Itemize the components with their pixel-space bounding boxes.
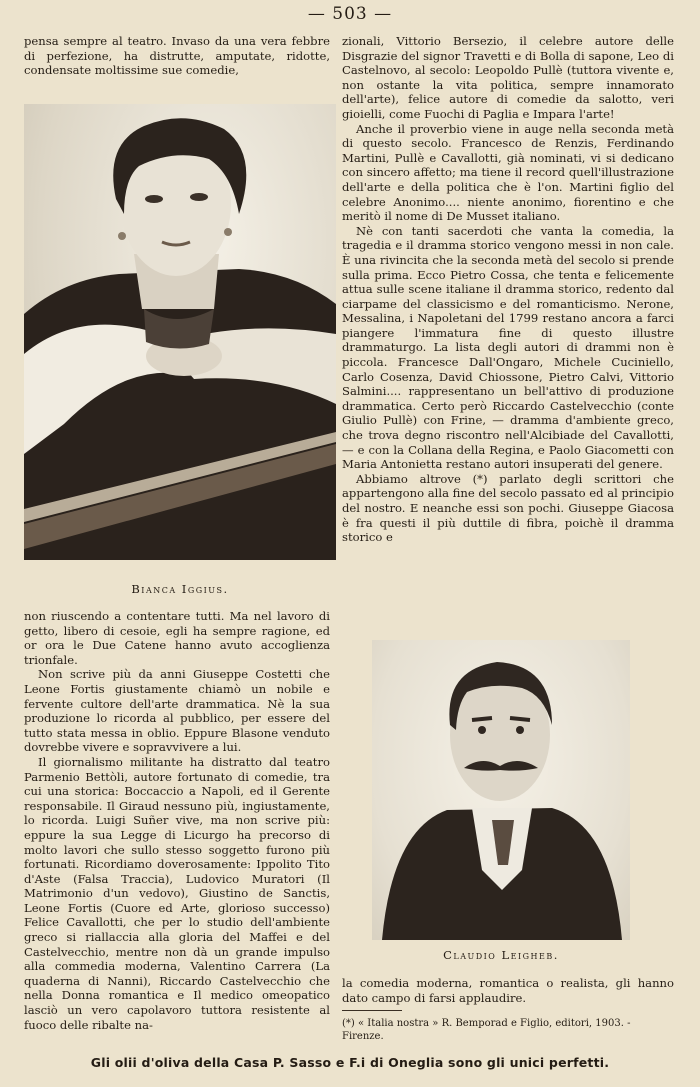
caption-bianca-iggius: Bianca Iggius.: [131, 582, 229, 596]
left-column-bottom: [24, 609, 330, 1032]
caption-claudio-leigheb: Claudio Leigheb.: [443, 948, 559, 962]
paragraph: zionali, Vittorio Bersezio, il celebre autore delle Disgrazie del signor Travetti e di Bolla di sapone, Leo di Castelnovo, al secolo: Leopoldo Pullè (tuttora vivente e, non ostante la vita politica, sempre innamorato dell'arte), felice autore di comedie da salotto, veri gioielli, come Fuochi di Paglia e Impara l'arte!: [342, 34, 674, 121]
advertisement-line: Gli olii d'oliva della Casa P. Sasso e F.i di Oneglia sono gli unici perfetti.: [90, 1055, 610, 1070]
portrait-bianca-iggius: [24, 104, 336, 560]
portrait-claudio-leigheb: [372, 640, 630, 940]
paragraph: non riuscendo a contentare tutti. Ma nel lavoro di getto, libero di cesoie, egli ha sempre ragione, ed or ora le Due Catene hanno avuto accoglienza trionfale.: [24, 609, 330, 667]
paragraph: pensa sempre al teatro. Invaso da una vera febbre di perfezione, ha distrutte, amputate, ridotte, condensate moltissime sue comedie,: [24, 34, 330, 78]
right-column-bottom: [342, 976, 674, 1005]
paragraph: Anche il proverbio viene in auge nella seconda metà di questo secolo. Francesco de Renzis, Ferdinando Martini, Pullè e Cavallotti, già nominati, vi si dedicano con sincero affetto; ma tiene il record quell'illustrazione dell'arte e della politica che è l'on. Martini figlio del celebre Anonimo.... niente anonimo, fiorentino e che meritò il nome di De Musset italiano.: [342, 121, 674, 224]
footnote-rule: [342, 1010, 402, 1011]
page-number: — 503 —: [307, 4, 393, 24]
paragraph: Abbiamo altrove (*) parlato degli scrittori che appartengono alla fine del secolo passato ed al principio del nostro. E neanche essi son pochi. Giuseppe Giacosa è fra questi il più duttile di fibra, poichè il dramma storico e: [342, 471, 674, 545]
footnote: (*) « Italia nostra » R. Bemporad e Figlio, editori, 1903. - Firenze.: [342, 1018, 631, 1042]
paragraph: Non scrive più da anni Giuseppe Costetti che Leone Fortis giustamente chiamò un nobile e fervente cultore dell'arte drammatica. Nè la sua produzione lo ricorda al pubblico, per essere del tutto stata messa in oblio. Eppure Blasone venduto dovrebbe vivere e sopravvivere a lui.: [24, 667, 330, 755]
paragraph: la comedia moderna, romantica o realista, gli hanno dato campo di farsi applaudire.: [342, 976, 674, 1005]
paragraph: Il giornalismo militante ha distratto dal teatro Parmenio Bettòli, autore fortunato di comedie, tra cui una storica: Boccaccio a Napoli, ed il Gerente responsabile. Il Giraud nessuno più, ingiustamente, lo ricorda. Luigi Suñer vive, ma non scrive più: eppure la sua Legge di Licurgo ha precorso di molto lavori che sullo stesso soggetto furono più fortunati. Ricordiamo doverosamente: Ippolito Tito d'Aste (Falsa Traccia), Ludovico Muratori (Il Matrimonio d'un vedovo), Giustino de Sanctis, Leone Fortis (Cuore ed Arte, glorioso successo) Felice Cavallotti, che per lo studio dell'ambiente greco si riallaccia alla gloria del Maffei e del Castelvecchio, mentre non dà un grande impulso alla commedia moderna, Valentino Carrera (La quaderna di Nanni), Riccardo Castelvecchio che nella Donna romantica e Il medico omeopatico lasciò un vero capolavoro tuttora resistente al fuoco delle ribalte na-: [24, 754, 330, 1032]
left-column-top: [24, 34, 330, 78]
paragraph: Nè con tanti sacerdoti che vanta la comedia, la tragedia e il dramma storico vengono messi in non cale. È una rivincita che la seconda metà del secolo si prende sulla prima. Ecco Pietro Cossa, che tenta e felicemente attua sulle scene italiane il dramma storico, redento dal ciarpame del classicismo e del romanticismo. Nerone, Messalina, i Napoletani del 1799 restano ancora a farci piangere l'immatura fine di questo illustre drammaturgo. La lista degli autori di drammi non è piccola. Francesce Dall'Ongaro, Michele Cuciniello, Carlo Cosenza, David Chiossone, Pietro Calvi, Vittorio Salmini.... rappresentano un bell'attivo di produzione drammatica. Certo però Riccardo Castelvecchio (conte Giulio Pullè) con Frine, — dramma d'ambiente greco, che trova degno riscontro nell'Alcibiade del Cavallotti, — e con la Collana della Regina, e Paolo Giacometti con Maria Antonietta restano autori insuperati del genere.: [342, 223, 674, 472]
right-column-top: [342, 34, 674, 545]
